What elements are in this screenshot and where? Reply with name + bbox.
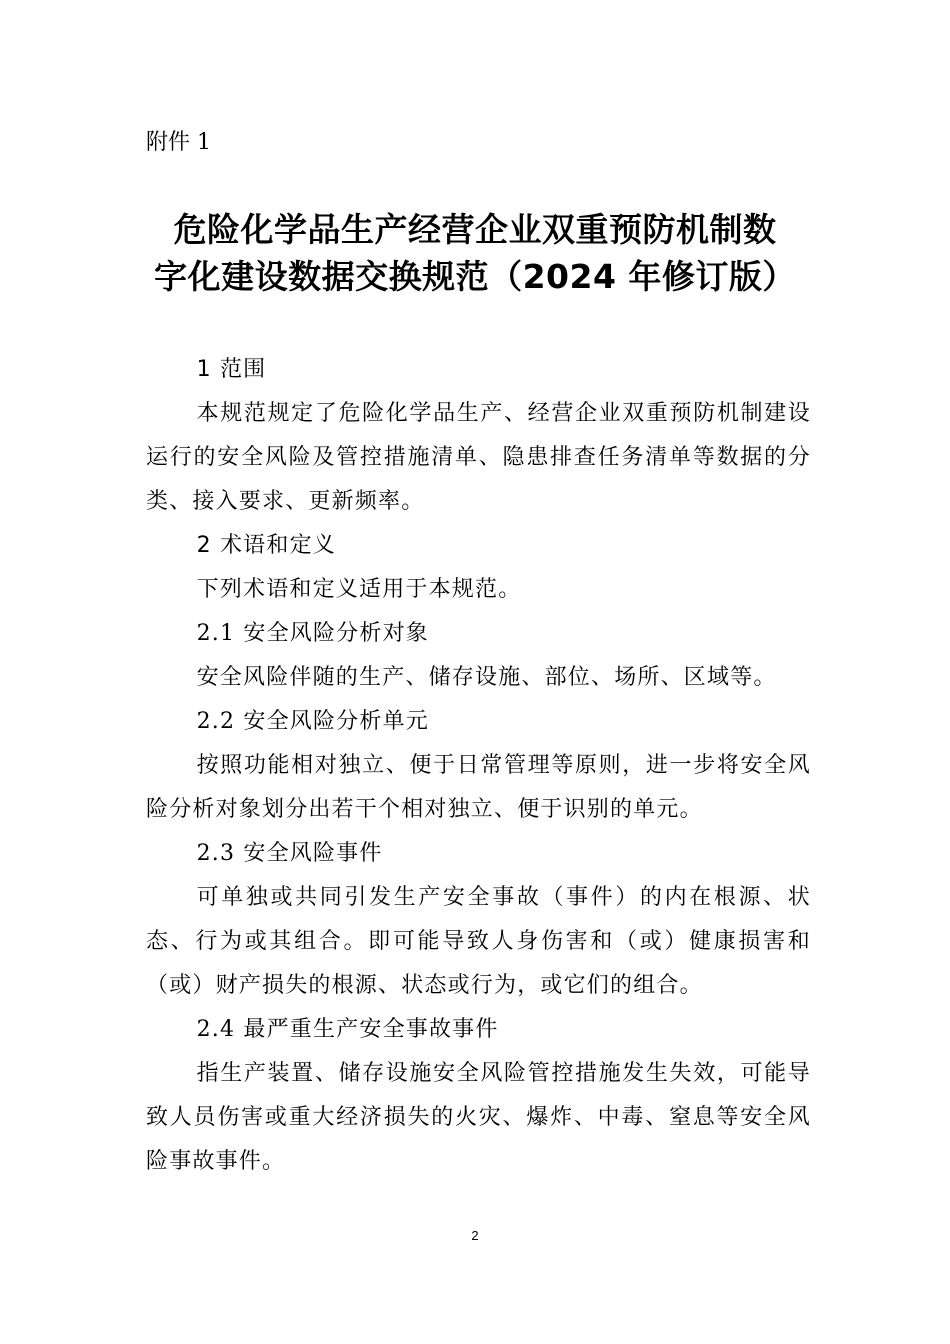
subheading-2-3: 2.3 安全风险事件 [196,841,383,866]
section-heading-scope: 1 范围 [196,357,267,382]
paragraph-scope: 本规范规定了危险化学品生产、经营企业双重预防机制建设运行的安全风险及管控措施清单、隐患排查任务清单等数据的分类、接入要求、更新频率。 [146,401,811,514]
section-heading-terms: 2 术语和定义 [196,533,336,558]
paragraph-2-2: 按照功能相对独立、便于日常管理等原则，进一步将安全风险分析对象划分出若干个相对独立、便于识别的单元。 [146,753,811,822]
paragraph-2-4: 指生产装置、储存设施安全风险管控措施发生失效，可能导致人员伤害或重大经济损失的火灾、爆炸、中毒、窒息等安全风险事故事件。 [146,1061,811,1174]
document-title [100,206,850,300]
document-body [146,348,811,1184]
paragraph-2-1: 安全风险伴随的生产、储存设施、部位、场所、区域等。 [196,665,777,690]
subheading-2-4: 2.4 最严重生产安全事故事件 [196,1017,499,1042]
title-line-1: 危险化学品生产经营企业双重预防机制数 [173,210,777,249]
page-number: 2 [471,1228,479,1243]
subheading-2-2: 2.2 安全风险分析单元 [196,709,429,734]
paragraph-terms-intro: 下列术语和定义适用于本规范。 [196,577,522,602]
title-line-2: 字化建设数据交换规范（2024 年修订版） [154,257,796,296]
paragraph-2-3: 可单独或共同引发生产安全事故（事件）的内在根源、状态、行为或其组合。即可能导致人身伤害和（或）健康损害和（或）财产损失的根源、状态或行为，或它们的组合。 [146,885,811,998]
subheading-2-1: 2.1 安全风险分析对象 [196,621,429,646]
attachment-label: 附件 1 [146,130,211,155]
